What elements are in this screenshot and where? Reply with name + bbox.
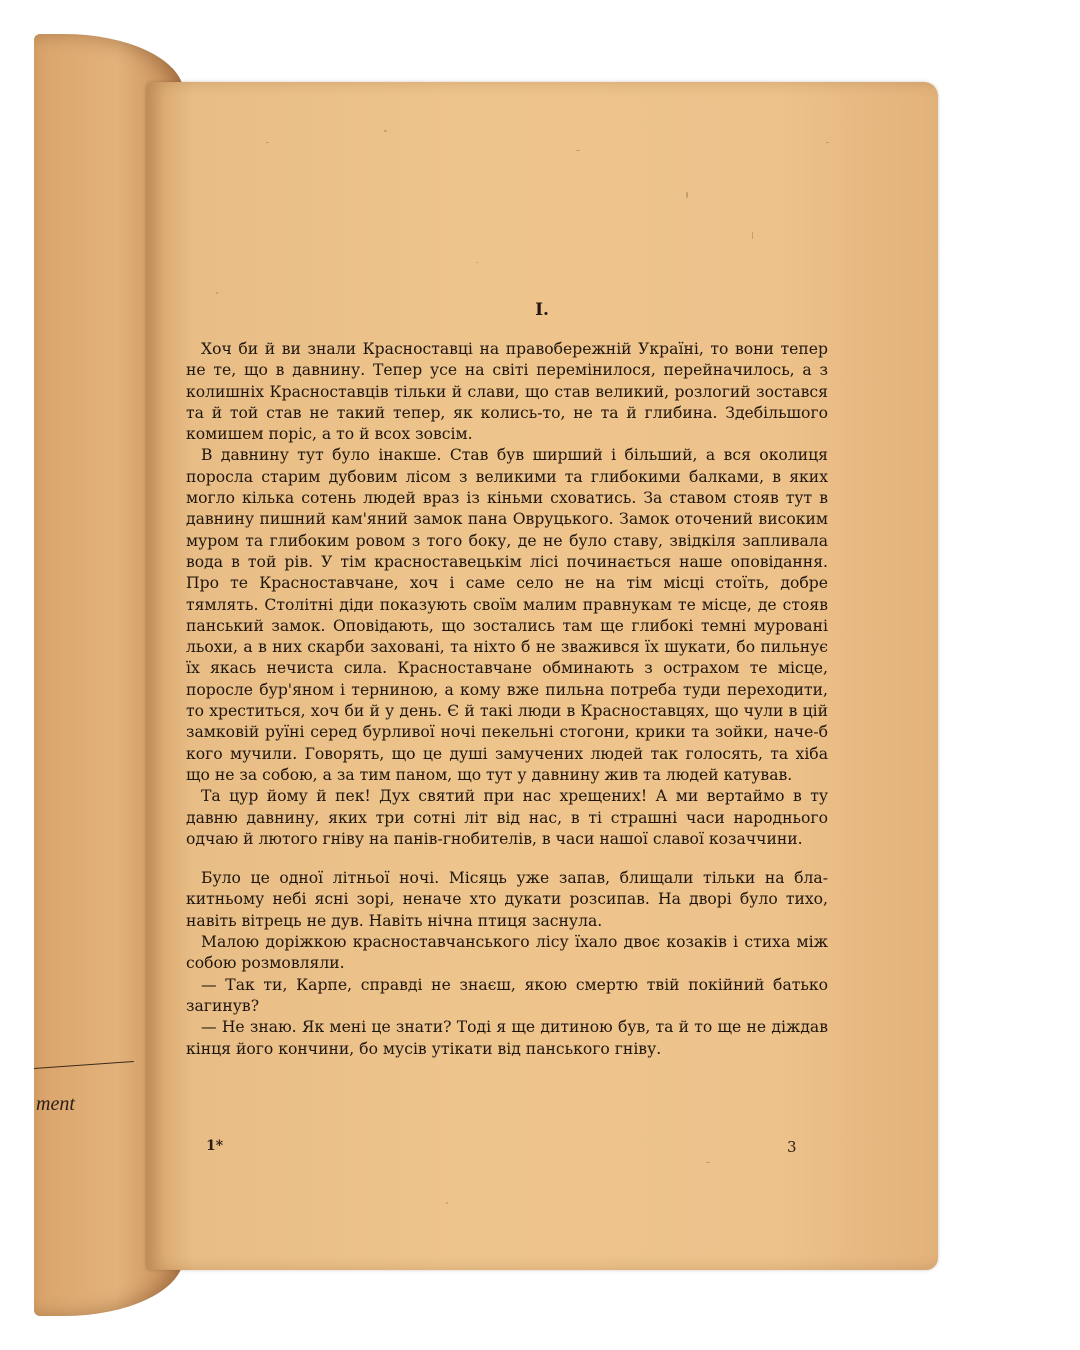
dialogue-line: — Так ти, Карпе, справді не знаєш, якою смертю твій покійний батько загинув? bbox=[186, 975, 828, 1015]
paragraph: Та цур йому й пек! Дух святий при нас хрещених! А ми вертаймо в ту давню давнину, яких три сотні літ від нас, в ті страшні часи народнього одчаю й лютого гніву на панів-гнобителів, в часи нашої славої козаччини. bbox=[186, 787, 828, 848]
left-page-text-fragment: ment bbox=[36, 1093, 75, 1115]
paragraph: Малою доріжкою красноставчанського лісу їхало двоє козаків і стиха між собою розмовляли. bbox=[186, 933, 828, 973]
paragraph: Хоч би й ви знали Красноставці на правобережній Україні, то вони тепер не те, що в давнину. Тепер усе на світі перемінилося, перейначилось, а з колишніх Красноставців тільки й слави, що став великий, розлогий зостався та й той став не такий тепер, як колись-то, не та й глибина. Здебільшого комишем поріс, а то й всох зовсім. bbox=[186, 340, 828, 444]
dialogue-line: — Не знаю. Як мені це знати? Тоді я ще дитиною був, та й то ще не діждав кінця його кончини, бо мусів утікати від панського гніву. bbox=[186, 1018, 828, 1058]
paragraph: Було це одної літньої ночі. Місяць уже запав, блищали тільки на блакитньому небі ясні зорі, неначе хто дукати розсипав. На дворі було тихо, навіть вітрець не дув. Навіть нічна птиця заснула. bbox=[186, 869, 828, 930]
page-number: 3 bbox=[787, 1138, 797, 1156]
body-text bbox=[186, 339, 828, 1060]
chapter-heading: I. bbox=[535, 300, 549, 320]
signature-mark: 1* bbox=[206, 1138, 224, 1154]
paragraph: В давнину тут було інакше. Став був ширший і більший, а вся околиця поросла старим дубовим лісом з великими та глибокими балками, в яких могло кілька сотень людей враз із кіньми сховатись. За ставом стояв тут в давнину пишний кам'яний замок пана Овруцького. Замок оточений високим муром та глибоким ровом з того боку, де не було ставу, звідкіля запливала вода в той рів. У тім красноставецькім лісі починається наше оповідання. Про те Красноставчане, хоч і саме село не на тім місці стоїть, добре тямлять. Столітні діди показують своїм малим правнукам те місце, де стояв панський замок. Оповідають, що зостались там ще глибокі темні муровані льохи, а в них скарби заховані, та ніхто б не зважився їх шукати, бо пильнує їх якась нечиста сила. Красноставчане обминають з острахом те місце, поросле бур'яном і терниною, а кому вже пильна потреба туди переходити, то хреститься, хоч би й у день. Є й такі люди в Красноставцях, що чули в цій замковій руїні серед бурливої ночі пекельні стогони, крики та зойки, наче-б кого мучили. Говорять, що це душі замучених людей так голосять, та хіба що не за собою, а за тим паном, що тут у давнину жив та людей катував. bbox=[186, 446, 828, 784]
